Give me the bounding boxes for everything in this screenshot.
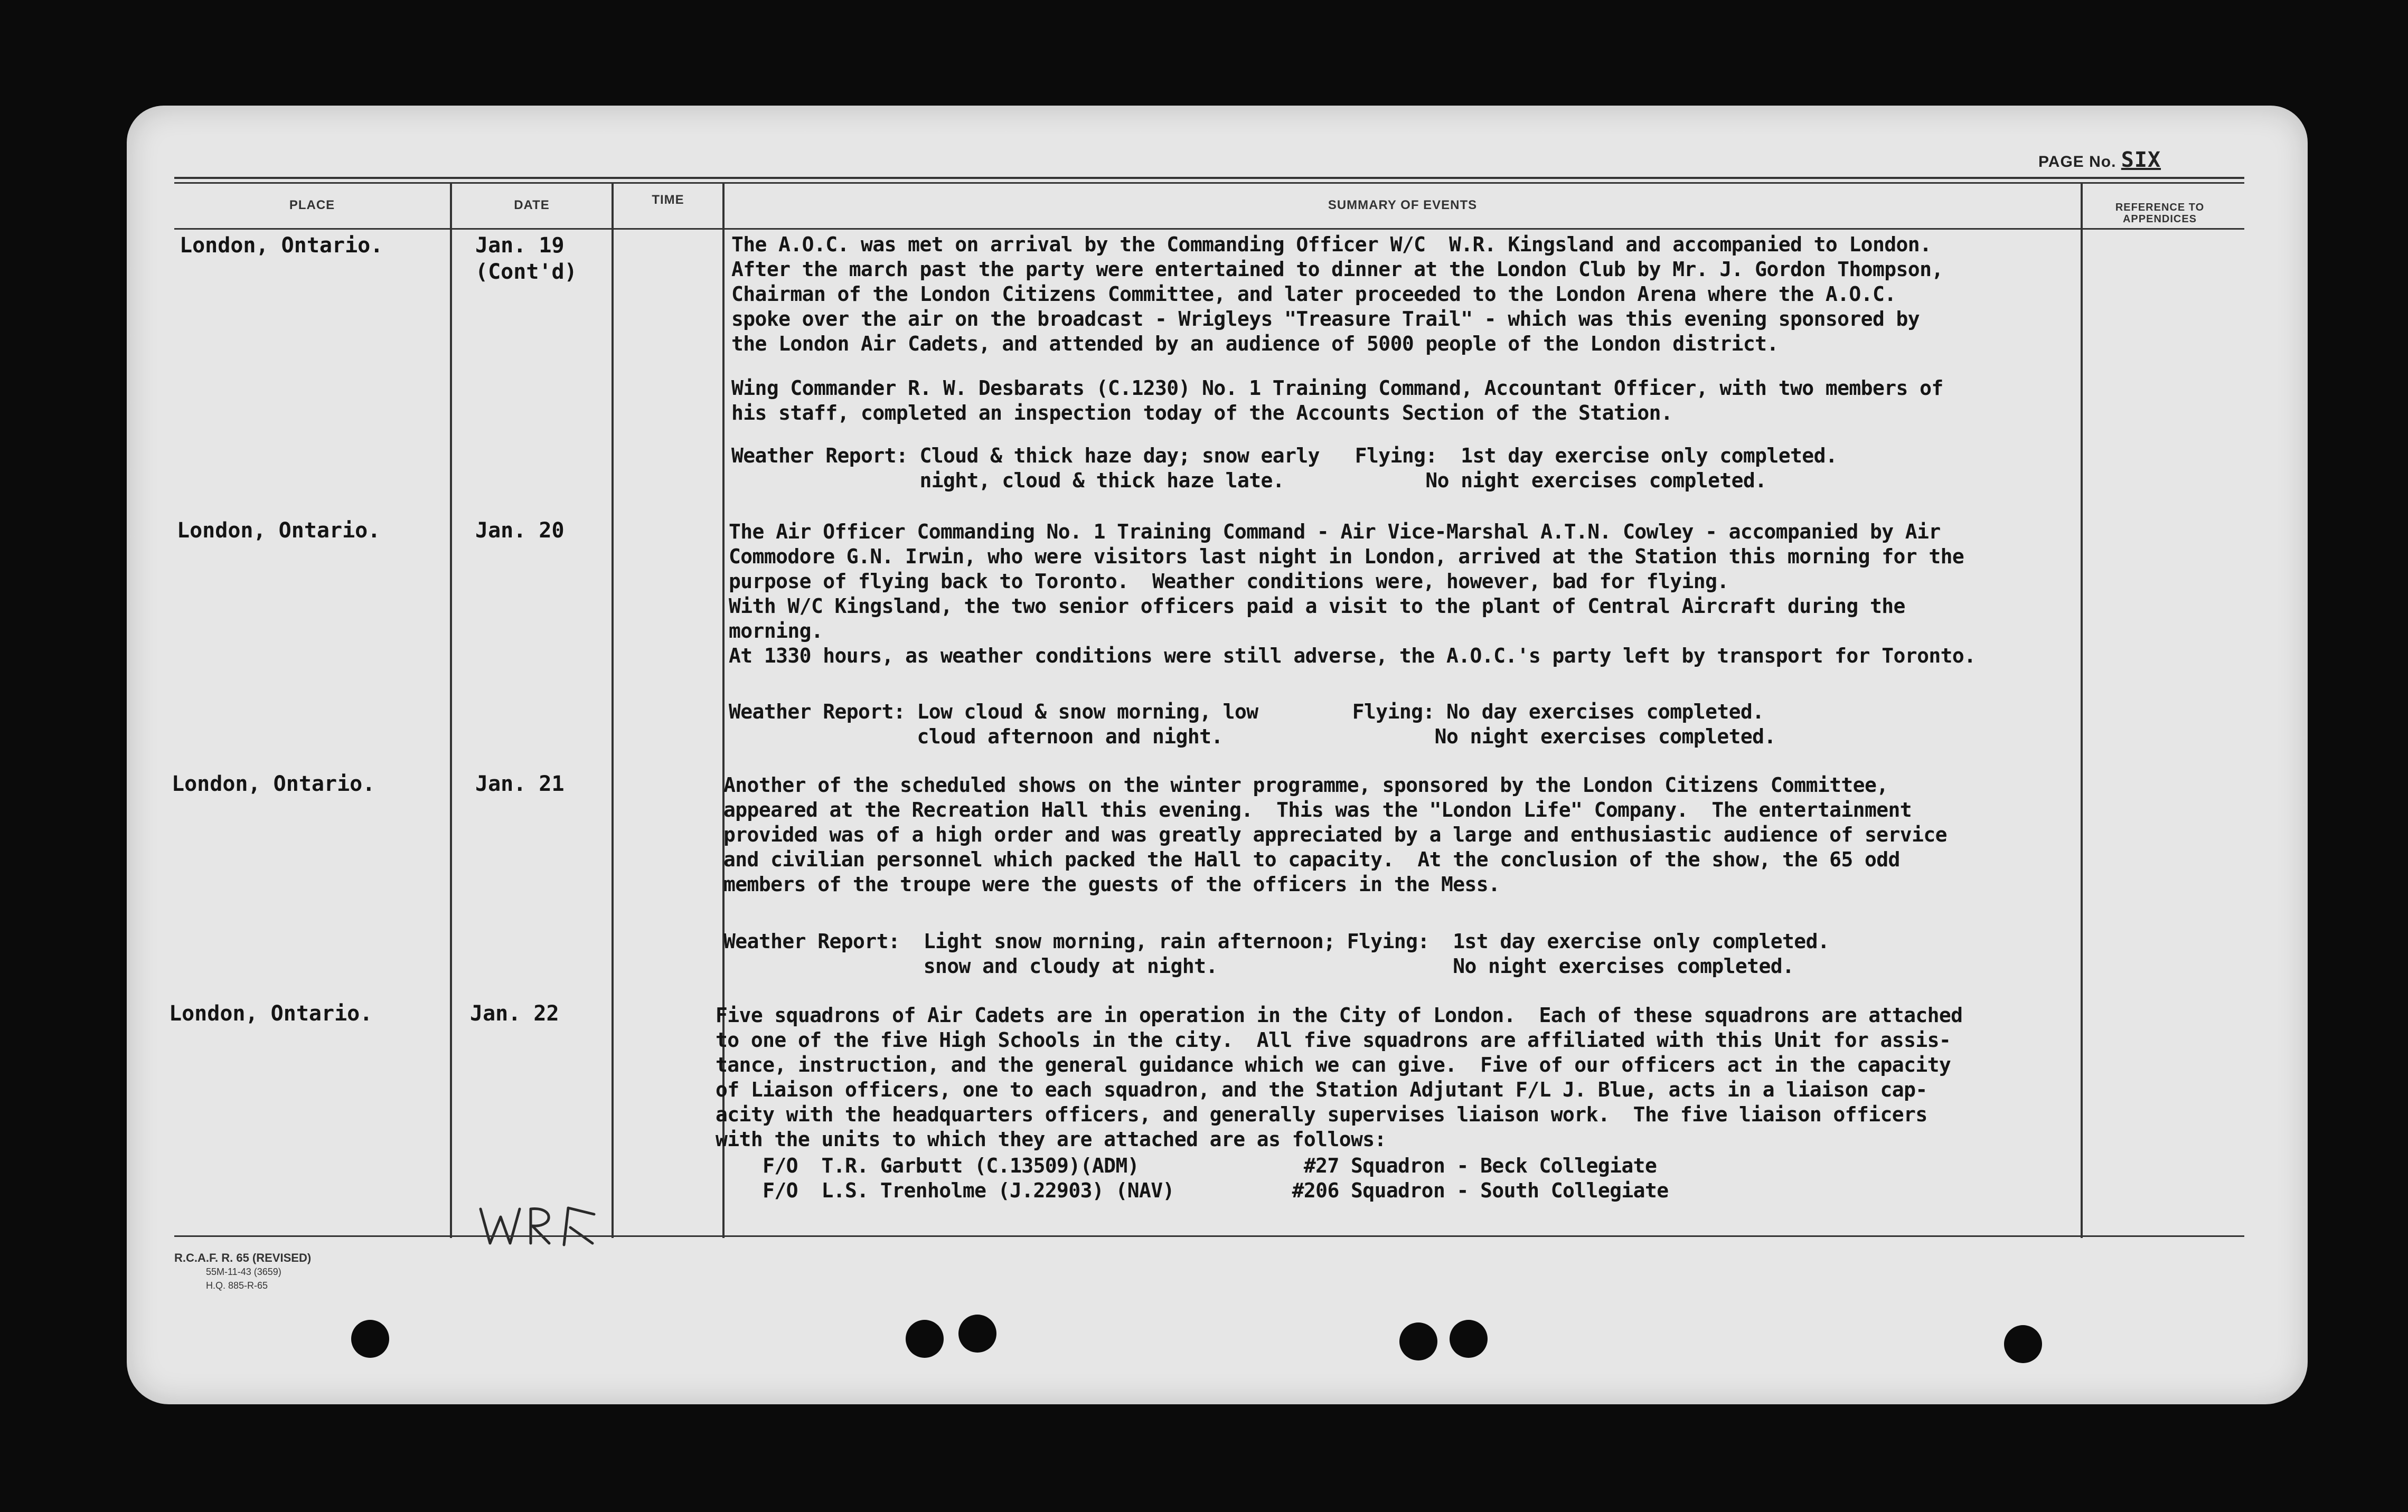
entry-place: London, Ontario.: [169, 1001, 373, 1026]
entry-date: Jan. 19 (Cont'd): [475, 233, 577, 284]
weather-report: Weather Report: Cloud & thick haze day; snow early Flying: 1st day exercise only completed. night, cloud & thick haze late. No night exercises completed.: [731, 444, 1838, 492]
entry-place: London, Ontario.: [177, 518, 381, 543]
handwritten-initials: [475, 1193, 602, 1256]
liaison-officer-list: F/O T.R. Garbutt (C.13509)(ADM) #27 Squadron - Beck Collegiate F/O L.S. Trenholme (J.22903) (NAV) #206 Squadron - South Collegiate: [763, 1154, 1669, 1202]
entry-date: Jan. 22: [470, 1001, 559, 1026]
header-bottom-rule: [174, 228, 2244, 230]
entry-paragraph: The A.O.C. was met on arrival by the Commanding Officer W/C W.R. Kingsland and accompanied to London. After the march past the party were entertained to dinner at the London Club by Mr. J. Gordon Thompson, Chairman of the London Citizens Committee, and later proceeded to the London Arena where the A.O.C. spoke over the air on the broadcast - Wrigleys "Treasure Trail" - which was this evening sponsored by the London Air Cadets, and attended by an audience of 5000 people of the London district.: [731, 233, 1943, 355]
entry-paragraph: Five squadrons of Air Cadets are in operation in the City of London. Each of these squadrons are attached to one of the five High Schools in the city. All five squadrons are affiliated with this Unit for assis- tance, instruction, and the general guidance which we can give. Five of our officers act in the capacity of Liaison officers, one to each squadron, and the Station Adjutant F/L J. Blue, acts in a liaison cap- acity with the headquarters officers, and generally supervises liaison work. The five liaison officers with the units to which they are attached are as follows:: [716, 1004, 1963, 1151]
punch-hole: [1450, 1320, 1488, 1358]
punch-hole: [958, 1315, 996, 1353]
punch-hole: [1399, 1322, 1437, 1360]
header-time: TIME: [652, 193, 684, 207]
entry-place: London, Ontario.: [172, 772, 375, 796]
entry-date: Jan. 20: [475, 518, 565, 543]
top-rule: [174, 177, 2244, 179]
diary-page: [127, 106, 2308, 1404]
header-reference: REFERENCE TO APPENDICES: [2115, 202, 2205, 225]
header-place: PLACE: [289, 198, 335, 212]
form-line: H.Q. 885-R-65: [206, 1280, 268, 1291]
header-date: DATE: [514, 198, 550, 212]
bottom-rule: [174, 1235, 2244, 1237]
column-divider-date-time: [612, 182, 614, 1238]
punch-hole: [906, 1320, 944, 1358]
punch-hole: [2004, 1325, 2042, 1363]
form-line: 55M-11-43 (3659): [206, 1267, 281, 1277]
header-summary: SUMMARY OF EVENTS: [1328, 198, 1478, 212]
punch-hole: [351, 1320, 389, 1358]
page-number-value: SIX: [2121, 148, 2161, 172]
entry-paragraph: Wing Commander R. W. Desbarats (C.1230) No. 1 Training Command, Accountant Officer, with two members of his staff, completed an inspection today of the Accounts Section of the Station.: [731, 376, 1943, 424]
page-number-label: PAGE No.: [2038, 153, 2117, 171]
entry-date: Jan. 21: [475, 772, 565, 796]
weather-report: Weather Report: Light snow morning, rain afternoon; Flying: 1st day exercise only completed. snow and cloudy at night. No night exercises completed.: [723, 930, 1830, 978]
page-number: [2038, 148, 2161, 172]
weather-report: Weather Report: Low cloud & snow morning, low Flying: No day exercises completed. cloud afternoon and night. No night exercises completed.: [729, 700, 1776, 748]
entry-place: London, Ontario.: [180, 233, 383, 258]
form-title: R.C.A.F. R. 65 (REVISED): [174, 1251, 312, 1264]
entry-paragraph: Another of the scheduled shows on the winter programme, sponsored by the London Citizens Committee, appeared at the Recreation Hall this evening. This was the "London Life" Company. The entertainment provided was of a high order and was greatly appreciated by a large and enthusiastic audience of service and civilian personnel which packed the Hall to capacity. At the conclusion of the show, the 65 odd members of the troupe were the guests of the officers in the Mess.: [723, 773, 1947, 896]
top-rule-double: [174, 182, 2244, 184]
form-number: [174, 1251, 311, 1292]
column-divider-place-date: [450, 182, 452, 1238]
entry-paragraph: The Air Officer Commanding No. 1 Training Command - Air Vice-Marshal A.T.N. Cowley - accompanied by Air Commodore G.N. Irwin, who were visitors last night in London, arrived at the Station this morning for the purpose of flying back to Toronto. Weather conditions were, however, bad for flying. With W/C Kingsland, the two senior officers paid a visit to the plant of Central Aircraft during the morning. At 1330 hours, as weather conditions were still adverse, the A.O.C.'s party left by transport for Toronto.: [729, 520, 1976, 667]
column-divider-summary-reference: [2081, 182, 2083, 1238]
